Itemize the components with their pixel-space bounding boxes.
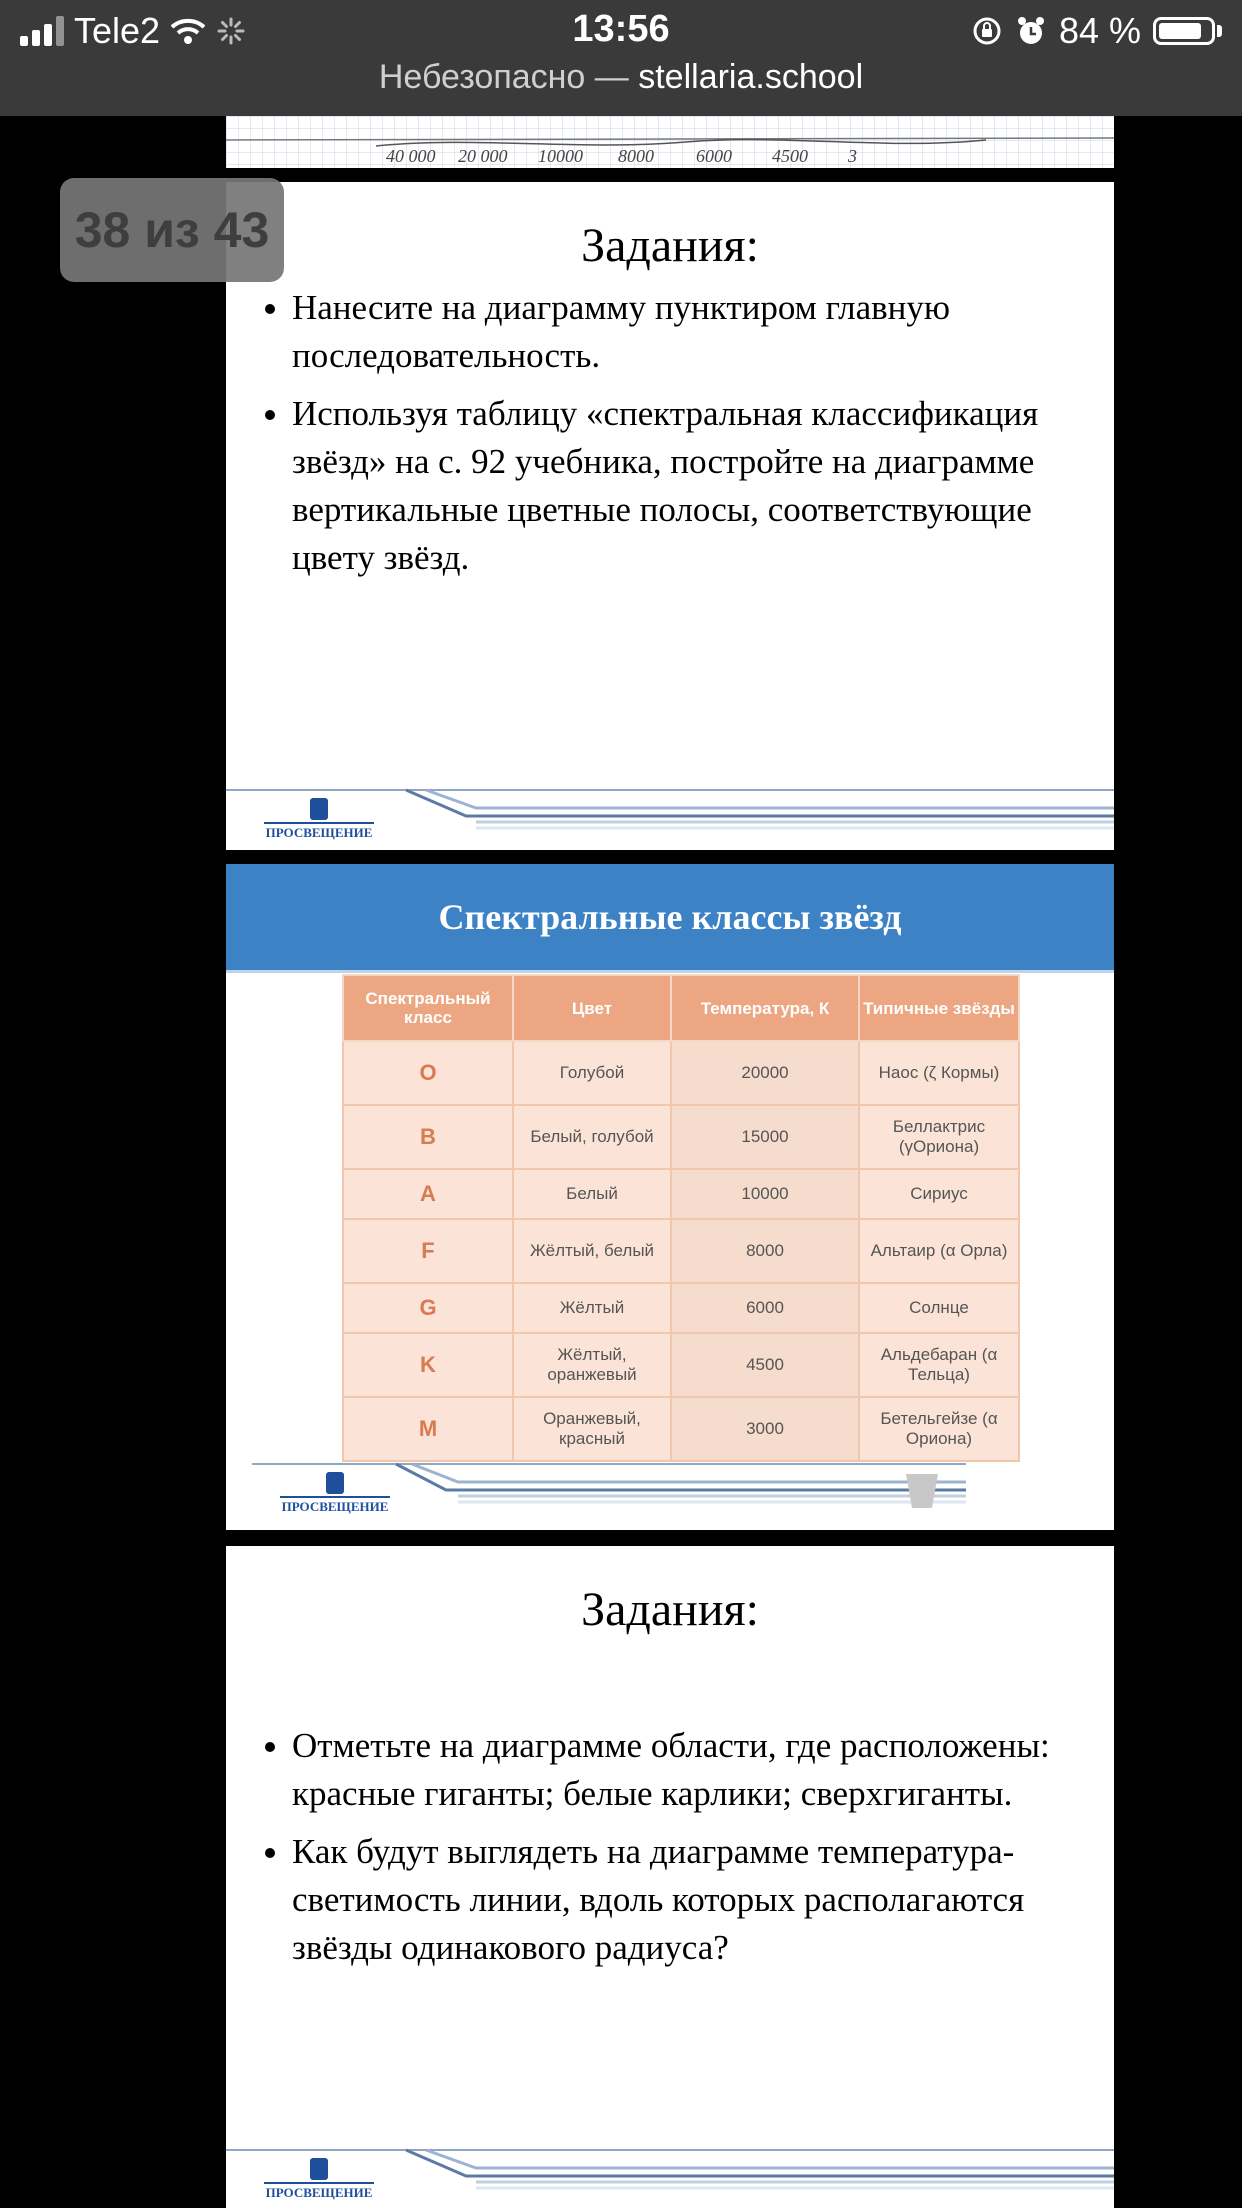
table-row bbox=[343, 1105, 1019, 1169]
task-list bbox=[226, 284, 1112, 592]
class-cell: O bbox=[343, 1041, 513, 1105]
slide-tasks-2 bbox=[226, 1546, 1114, 2208]
star-cell: Альтаир (α Орла) bbox=[859, 1219, 1019, 1283]
previous-slide bbox=[226, 116, 1114, 168]
table-row bbox=[343, 1041, 1019, 1105]
color-cell: Жёлтый, белый bbox=[513, 1219, 671, 1283]
temperature-cell: 8000 bbox=[671, 1219, 859, 1283]
temperature-cell: 10000 bbox=[671, 1169, 859, 1219]
class-cell: A bbox=[343, 1169, 513, 1219]
publisher-logo bbox=[280, 1472, 390, 1515]
spectral-table bbox=[342, 974, 1020, 1462]
column-header: Температура, К bbox=[671, 975, 859, 1041]
star-cell: Беллактрис (γОриона) bbox=[859, 1105, 1019, 1169]
star-cell: Альдебаран (α Тельца) bbox=[859, 1333, 1019, 1397]
color-cell: Жёлтый bbox=[513, 1283, 671, 1333]
alarm-icon bbox=[1015, 15, 1047, 47]
class-cell: G bbox=[343, 1283, 513, 1333]
color-cell: Белый bbox=[513, 1169, 671, 1219]
axis-tick-label: 6000 bbox=[696, 146, 732, 166]
browser-top-bar bbox=[0, 0, 1242, 116]
table-row bbox=[343, 1169, 1019, 1219]
slide-tasks-1 bbox=[226, 182, 1114, 850]
color-cell: Белый, голубой bbox=[513, 1105, 671, 1169]
battery-cap bbox=[1217, 25, 1222, 37]
temperature-cell: 20000 bbox=[671, 1041, 859, 1105]
table-row bbox=[343, 1333, 1019, 1397]
axis-tick-label: 40 000 bbox=[386, 146, 436, 166]
address-bar[interactable] bbox=[0, 58, 1242, 97]
axis-tick-label: 3 bbox=[848, 146, 857, 166]
star-cell: Солнце bbox=[859, 1283, 1019, 1333]
security-warning: Небезопасно — bbox=[378, 58, 629, 96]
list-item: • Нанесите на диаграмму пунктиром главную последовательность. bbox=[292, 284, 1112, 380]
slide-spectral-classes bbox=[226, 864, 1114, 1530]
battery-percent: 84 % bbox=[1058, 10, 1141, 51]
color-cell: Оранжевый, красный bbox=[513, 1397, 671, 1461]
title-underline bbox=[226, 970, 1114, 973]
axis-tick-label: 8000 bbox=[618, 146, 654, 166]
slide-heading: Задания: bbox=[581, 219, 759, 272]
class-cell: F bbox=[343, 1219, 513, 1283]
slide-heading: Задания: bbox=[581, 1583, 759, 1636]
color-cell: Голубой bbox=[513, 1041, 671, 1105]
temperature-cell: 15000 bbox=[671, 1105, 859, 1169]
url-host: stellaria.school bbox=[638, 58, 864, 96]
slide-footer bbox=[226, 786, 1114, 846]
slide-footer bbox=[226, 2146, 1114, 2206]
temperature-cell: 3000 bbox=[671, 1397, 859, 1461]
publisher-logo bbox=[264, 798, 374, 841]
table-row bbox=[343, 1219, 1019, 1283]
axis-tick-label: 4500 bbox=[772, 146, 808, 166]
orientation-lock-icon bbox=[971, 15, 1003, 47]
axis-tick-label: 20 000 bbox=[458, 146, 508, 166]
publisher-name: ПРОСВЕЩЕНИЕ bbox=[264, 822, 374, 841]
table-row bbox=[343, 1397, 1019, 1461]
star-cell: Наос (ζ Кормы) bbox=[859, 1041, 1019, 1105]
battery-level bbox=[1159, 23, 1201, 39]
task-list bbox=[226, 1722, 1112, 1982]
publisher-mark bbox=[310, 798, 328, 820]
publisher-name: ПРОСВЕЩЕНИЕ bbox=[264, 2182, 374, 2201]
column-header: Цвет bbox=[513, 975, 671, 1041]
status-bar-right bbox=[971, 10, 1222, 52]
publisher-mark bbox=[310, 2158, 328, 2180]
star-cell: Сириус bbox=[859, 1169, 1019, 1219]
list-item: • Используя таблицу «спектральная классификация звёзд» на с. 92 учебника, постройте на диаграмме вертикальные цветные полосы, соответствующие цвету звёзд. bbox=[292, 390, 1112, 582]
battery-icon bbox=[1153, 17, 1215, 45]
column-header: Типичные звёзды bbox=[859, 975, 1019, 1041]
star-cell: Бетельгейзе (α Ориона) bbox=[859, 1397, 1019, 1461]
table-header-row bbox=[343, 975, 1019, 1041]
carrier-name: Tele2 bbox=[74, 10, 161, 51]
temperature-cell: 4500 bbox=[671, 1333, 859, 1397]
publisher-mark bbox=[326, 1472, 344, 1494]
table-row bbox=[343, 1283, 1019, 1333]
publisher-name: ПРОСВЕЩЕНИЕ bbox=[280, 1496, 390, 1515]
slide-title: Спектральные классы звёзд bbox=[226, 864, 1114, 970]
class-cell: K bbox=[343, 1333, 513, 1397]
class-cell: M bbox=[343, 1397, 513, 1461]
hr-diagram-fragment bbox=[226, 116, 1114, 168]
publisher-logo bbox=[264, 2158, 374, 2201]
column-header: Спектральный класс bbox=[343, 975, 513, 1041]
list-item: • Как будут выглядеть на диаграмме температура-светимость линии, вдоль которых располагаются звёзды одинакового радиуса? bbox=[292, 1828, 1112, 1972]
status-time: 13:56 bbox=[572, 8, 670, 50]
axis-tick-label: 10000 bbox=[538, 146, 583, 166]
slide-footer bbox=[226, 1460, 1114, 1520]
page-counter: 38 из 43 bbox=[60, 178, 284, 282]
list-item: • Отметьте на диаграмме области, где расположены: красные гиганты; белые карлики; сверхгиганты. bbox=[292, 1722, 1112, 1818]
temperature-cell: 6000 bbox=[671, 1283, 859, 1333]
color-cell: Жёлтый, оранжевый bbox=[513, 1333, 671, 1397]
class-cell: B bbox=[343, 1105, 513, 1169]
